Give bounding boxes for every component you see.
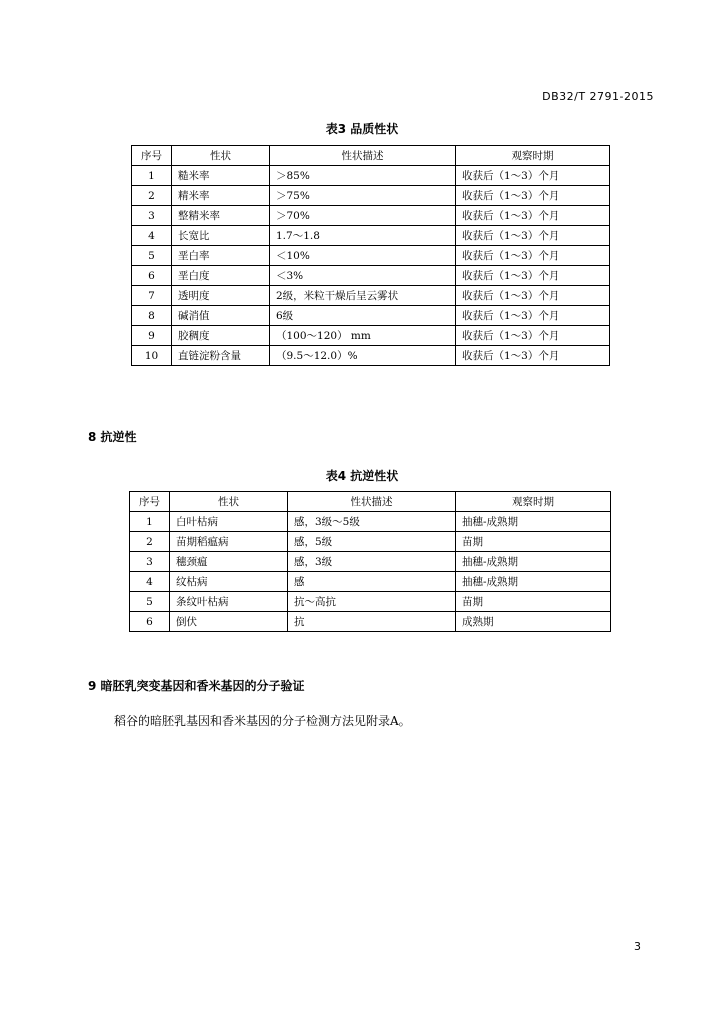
cell-description: ＞70%	[270, 206, 456, 226]
header-period: 观察时期	[456, 146, 610, 166]
table-row	[130, 612, 611, 632]
table-row	[130, 512, 611, 532]
table-row	[132, 206, 610, 226]
cell-no: 1	[132, 166, 172, 186]
cell-description: 感，3级～5级	[288, 512, 456, 532]
cell-period: 成熟期	[456, 612, 611, 632]
cell-trait: 糙米率	[172, 166, 270, 186]
table-row	[130, 552, 611, 572]
cell-period: 收获后（1～3）个月	[456, 266, 610, 286]
cell-trait: 垩白率	[172, 246, 270, 266]
cell-trait: 白叶枯病	[170, 512, 288, 532]
cell-trait: 胶稠度	[172, 326, 270, 346]
table-row	[132, 166, 610, 186]
cell-description: 感，3级	[288, 552, 456, 572]
table4-title: 表4 抗逆性状	[325, 469, 399, 483]
header-period: 观察时期	[456, 492, 611, 512]
table-header-row	[132, 146, 610, 166]
table-row	[132, 286, 610, 306]
quality-traits-table	[131, 145, 610, 366]
cell-no: 9	[132, 326, 172, 346]
table-row	[132, 226, 610, 246]
cell-no: 7	[132, 286, 172, 306]
cell-no: 8	[132, 306, 172, 326]
cell-trait: 精米率	[172, 186, 270, 206]
table-row	[130, 532, 611, 552]
cell-period: 收获后（1～3）个月	[456, 166, 610, 186]
table-row	[132, 266, 610, 286]
cell-description: 抗	[288, 612, 456, 632]
cell-description: 2级，米粒干燥后呈云雾状	[270, 286, 456, 306]
cell-description: （100～120） mm	[270, 326, 456, 346]
cell-trait: 直链淀粉含量	[172, 346, 270, 366]
table-row	[132, 346, 610, 366]
header-description: 性状描述	[288, 492, 456, 512]
cell-period: 收获后（1～3）个月	[456, 206, 610, 226]
cell-no: 4	[130, 572, 170, 592]
table-row	[130, 592, 611, 612]
document-code: DB32/T 2791-2015	[542, 90, 654, 103]
cell-trait: 苗期稻瘟病	[170, 532, 288, 552]
header-no: 序号	[130, 492, 170, 512]
cell-description: 6级	[270, 306, 456, 326]
header-no: 序号	[132, 146, 172, 166]
cell-description: ＜3%	[270, 266, 456, 286]
cell-no: 2	[130, 532, 170, 552]
cell-trait: 透明度	[172, 286, 270, 306]
cell-period: 收获后（1～3）个月	[456, 226, 610, 246]
cell-no: 5	[132, 246, 172, 266]
cell-period: 收获后（1～3）个月	[456, 186, 610, 206]
cell-period: 收获后（1～3）个月	[456, 326, 610, 346]
stress-resistance-table	[129, 491, 611, 632]
cell-no: 6	[132, 266, 172, 286]
cell-description: （9.5～12.0）%	[270, 346, 456, 366]
cell-no: 5	[130, 592, 170, 612]
table-row	[132, 326, 610, 346]
cell-period: 抽穗-成熟期	[456, 552, 611, 572]
cell-period: 苗期	[456, 532, 611, 552]
cell-description: ＞85%	[270, 166, 456, 186]
cell-trait: 纹枯病	[170, 572, 288, 592]
header-trait: 性状	[172, 146, 270, 166]
cell-period: 抽穗-成熟期	[456, 572, 611, 592]
cell-period: 收获后（1～3）个月	[456, 306, 610, 326]
cell-trait: 垩白度	[172, 266, 270, 286]
cell-description: 感，5级	[288, 532, 456, 552]
cell-no: 3	[130, 552, 170, 572]
section-8-heading: 8 抗逆性	[88, 430, 137, 444]
cell-trait: 碱消值	[172, 306, 270, 326]
cell-trait: 穗颈瘟	[170, 552, 288, 572]
table-row	[132, 306, 610, 326]
cell-no: 3	[132, 206, 172, 226]
cell-period: 收获后（1～3）个月	[456, 246, 610, 266]
table3-title: 表3 品质性状	[325, 122, 399, 136]
section-9-heading: 9 暗胚乳突变基因和香米基因的分子验证	[88, 679, 305, 693]
cell-period: 收获后（1～3）个月	[456, 346, 610, 366]
cell-description: ＞75%	[270, 186, 456, 206]
cell-period: 苗期	[456, 592, 611, 612]
cell-no: 1	[130, 512, 170, 532]
cell-trait: 倒伏	[170, 612, 288, 632]
cell-no: 4	[132, 226, 172, 246]
header-trait: 性状	[170, 492, 288, 512]
cell-trait: 整精米率	[172, 206, 270, 226]
cell-trait: 长宽比	[172, 226, 270, 246]
cell-description: ＜10%	[270, 246, 456, 266]
header-description: 性状描述	[270, 146, 456, 166]
table-row	[132, 246, 610, 266]
page-number: 3	[634, 940, 641, 953]
cell-no: 10	[132, 346, 172, 366]
cell-description: 感	[288, 572, 456, 592]
table-row	[132, 186, 610, 206]
cell-trait: 条纹叶枯病	[170, 592, 288, 612]
cell-period: 抽穗-成熟期	[456, 512, 611, 532]
cell-no: 2	[132, 186, 172, 206]
table-row	[130, 572, 611, 592]
table-header-row	[130, 492, 611, 512]
cell-description: 1.7～1.8	[270, 226, 456, 246]
cell-no: 6	[130, 612, 170, 632]
section-9-paragraph: 稻谷的暗胚乳基因和香米基因的分子检测方法见附录A。	[114, 714, 411, 728]
cell-period: 收获后（1～3）个月	[456, 286, 610, 306]
cell-description: 抗～高抗	[288, 592, 456, 612]
